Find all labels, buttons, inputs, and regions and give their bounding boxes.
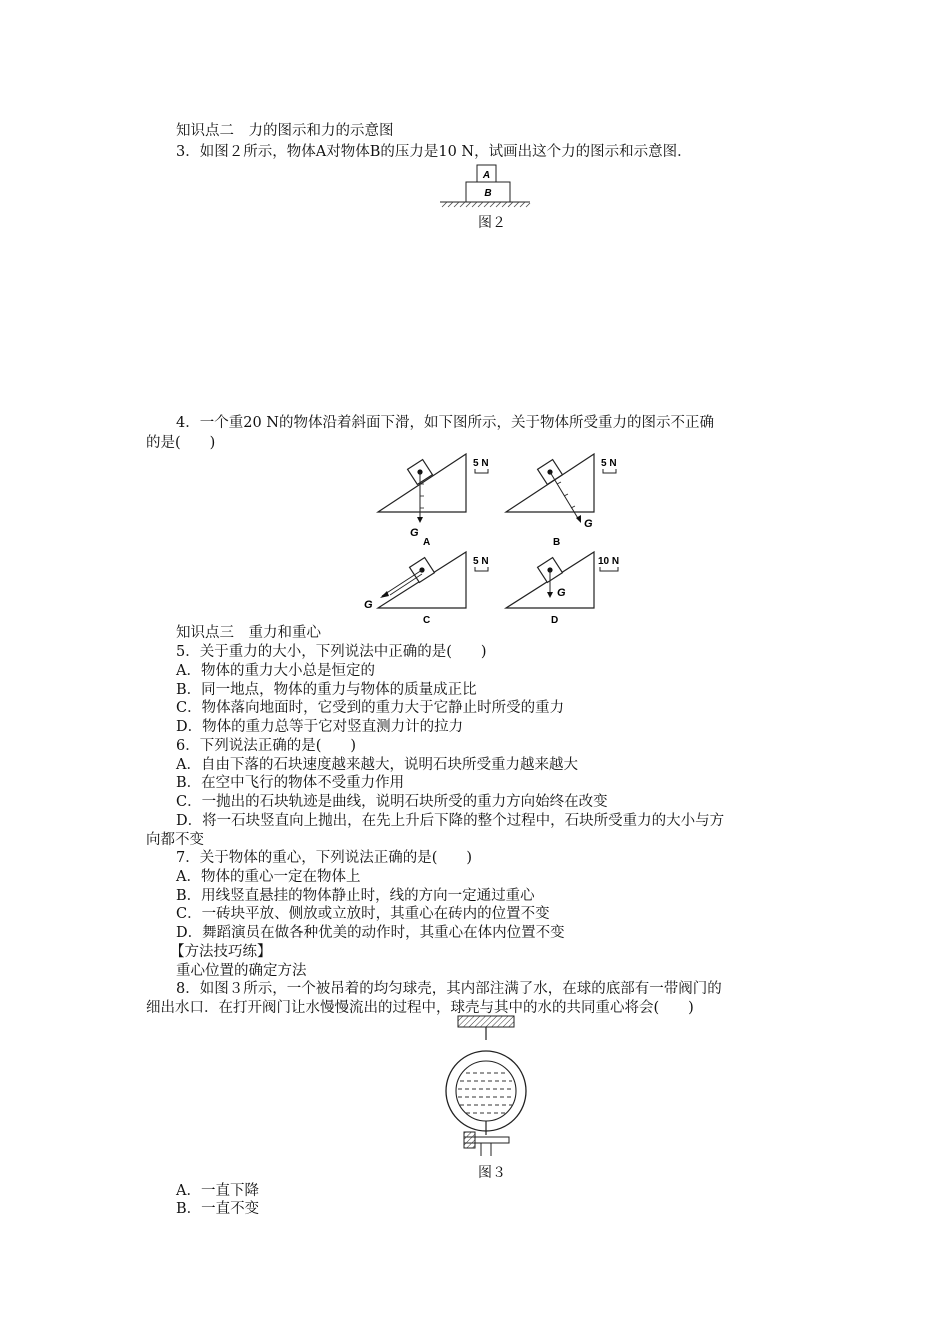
option: D．将一石块竖直向上抛出，在先上升后下降的整个过程中，石块所受重力的大小与方 — [176, 813, 725, 829]
figure-3 — [440, 1016, 520, 1164]
scale-label: 5 N — [601, 458, 617, 469]
option: B．一直不变 — [176, 1201, 260, 1217]
scale-label: 10 N — [598, 556, 620, 567]
incline-panel-b — [506, 454, 626, 546]
question-4: 4．一个重20 N的物体沿着斜面下滑，如下图所示，关于物体所受重力的图示不正确 — [176, 415, 714, 431]
figure-2-caption: 图２ — [478, 216, 506, 231]
label-a: A — [482, 170, 491, 181]
option: A．一直下降 — [176, 1183, 259, 1199]
figure-2 — [440, 163, 520, 213]
incline-panel-c — [364, 552, 498, 626]
option: C．一抛出的石块轨迹是曲线，说明石块所受的重力方向始终在改变 — [176, 794, 608, 810]
option: B．同一地点，物体的重力与物体的质量成正比 — [176, 682, 477, 698]
option: B．用线竖直悬挂的物体静止时，线的方向一定通过重心 — [176, 888, 535, 904]
method-title: 【方法技巧练】 — [170, 944, 272, 960]
force-label: G — [557, 587, 566, 599]
figure-3-caption: 图３ — [478, 1166, 506, 1181]
question-7: 7．关于物体的重心，下列说法正确的是( ) — [176, 850, 473, 866]
option: C．一砖块平放、侧放或立放时，其重心在砖内的位置不变 — [176, 906, 550, 922]
option: A．物体的重心一定在物体上 — [176, 869, 361, 885]
label-b: B — [484, 188, 492, 199]
option: B．在空中飞行的物体不受重力作用 — [176, 775, 405, 791]
scale-label: 5 N — [473, 458, 489, 469]
force-label: G — [584, 518, 593, 530]
option: D．物体的重力总等于它对竖直测力计的拉力 — [176, 719, 464, 735]
ceiling-mount — [458, 1016, 514, 1027]
question-8: 8．如图３所示，一个被吊着的均匀球壳，其内部注满了水，在球的底部有一带阀门的 — [176, 981, 722, 997]
question-8-cont: 细出水口．在打开阀门让水慢慢流出的过程中，球壳与其中的水的共同重心将会( ) — [146, 1000, 694, 1016]
question-4-cont: 的是( ) — [146, 435, 216, 451]
section-title: 知识点三 重力和重心 — [176, 625, 321, 641]
question-5: 5．关于重力的大小，下列说法中正确的是( ) — [176, 644, 487, 660]
option: A．物体的重力大小总是恒定的 — [176, 663, 375, 679]
panel-letter: C — [423, 615, 431, 626]
question-3: 3．如图２所示，物体A对物体B的压力是10 N，试画出这个力的图示和示意图． — [176, 144, 692, 160]
panel-letter: D — [551, 615, 559, 626]
option: C．物体落向地面时，它受到的重力大于它静止时所受的重力 — [176, 700, 565, 716]
incline-panel-a — [378, 454, 498, 546]
section-title: 知识点二 力的图示和力的示意图 — [176, 123, 394, 139]
option-cont: 向都不变 — [146, 832, 204, 848]
option: A．自由下落的石块速度越来越大，说明石块所受重力越来越大 — [176, 757, 578, 773]
scale-label: 5 N — [473, 556, 489, 567]
force-label: G — [364, 599, 373, 611]
option: D．舞蹈演员在做各种优美的动作时，其重心在体内位置不变 — [176, 925, 565, 941]
ground-hatch — [442, 202, 530, 207]
panel-letter: B — [553, 537, 561, 548]
method-subtitle: 重心位置的确定方法 — [176, 963, 307, 979]
panel-letter: A — [423, 537, 431, 548]
force-label: G — [410, 527, 419, 539]
question-6: 6．下列说法正确的是( ) — [176, 738, 357, 754]
incline-panel-d — [506, 552, 626, 626]
